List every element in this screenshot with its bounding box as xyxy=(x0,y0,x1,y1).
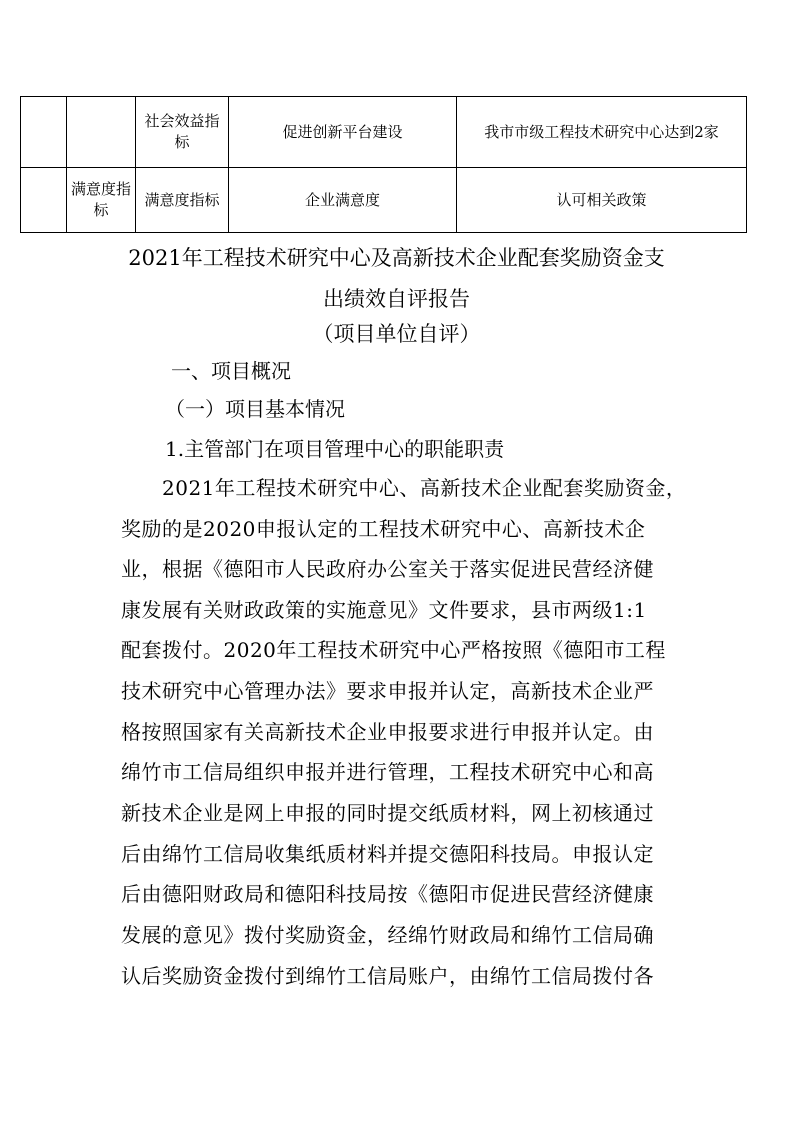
paragraph-line: 2021年工程技术研究中心、高新技术企业配套奖励资金， xyxy=(162,476,687,500)
report-title-line-2: 出绩效自评报告 xyxy=(323,287,470,311)
item-heading: 1.主管部门在项目管理中心的职能职责 xyxy=(165,437,505,461)
paragraph-line: 技术研究中心管理办法》要求申报并认定，高新技术企业严 xyxy=(121,679,654,703)
paragraph-line: 绵竹市工信局组织申报并进行管理，工程技术研究中心和高 xyxy=(121,760,654,784)
table-cell-indicator-name: 企业满意度 xyxy=(229,168,457,233)
paragraph-line: 配套拨付。2020年工程技术研究中心严格按照《德阳市工程 xyxy=(121,638,666,662)
table-cell xyxy=(21,168,67,233)
paragraph-line: 奖励的是2020申报认定的工程技术研究中心、高新技术企 xyxy=(121,517,646,541)
paragraph-line: 康发展有关财政政策的实施意见》文件要求，县市两级1:1 xyxy=(121,598,647,622)
table-cell-indicator-name: 促进创新平台建设 xyxy=(229,97,457,168)
section-heading: 一、项目概况 xyxy=(171,359,291,383)
paragraph-line: 新技术企业是网上申报的同时提交纸质材料，网上初核通过 xyxy=(121,801,654,825)
table-cell-indicator-value: 我市市级工程技术研究中心达到2家 xyxy=(457,97,747,168)
paragraph-line: 业，根据《德阳市人民政府办公室关于落实促进民营经济健 xyxy=(121,557,654,581)
report-title-line-1: 2021年工程技术研究中心及高新技术企业配套奖励资金支 xyxy=(128,246,665,270)
table-row xyxy=(21,168,747,233)
table-cell-indicator-type: 满意度指标 xyxy=(136,168,229,233)
subsection-heading: （一）项目基本情况 xyxy=(165,397,345,421)
performance-indicator-table xyxy=(20,96,747,233)
paragraph-line: 后由德阳财政局和德阳科技局按《德阳市促进民营经济健康 xyxy=(121,882,654,906)
paragraph-line: 认后奖励资金拨付到绵竹工信局账户，由绵竹工信局拨付各 xyxy=(121,964,654,988)
table-cell xyxy=(67,97,136,168)
table-row xyxy=(21,97,747,168)
paragraph-line: 后由绵竹工信局收集纸质材料并提交德阳科技局。申报认定 xyxy=(121,842,654,866)
paragraph-line: 发展的意见》拨付奖励资金，经绵竹财政局和绵竹工信局确 xyxy=(121,923,654,947)
report-subtitle: （项目单位自评） xyxy=(312,322,481,346)
table-cell-indicator-category: 满意度指标 xyxy=(67,168,136,233)
table-cell-indicator-type: 社会效益指标 xyxy=(136,97,229,168)
table-cell xyxy=(21,97,67,168)
table-cell-indicator-value: 认可相关政策 xyxy=(457,168,747,233)
paragraph-line: 格按照国家有关高新技术企业申报要求进行申报并认定。由 xyxy=(121,720,654,744)
